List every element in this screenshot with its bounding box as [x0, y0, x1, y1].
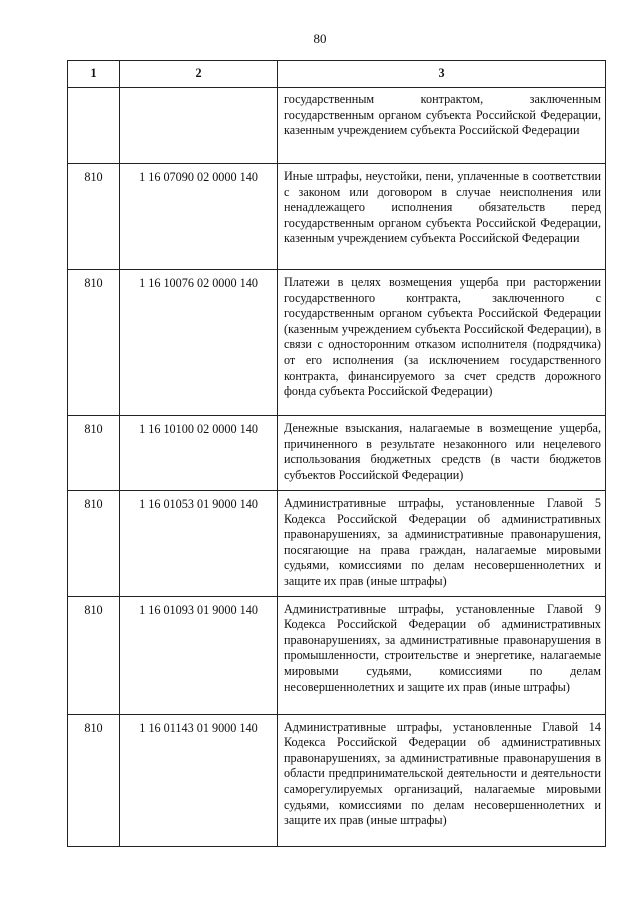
description-cell: Административные штрафы, установленные Главой 5 Кодекса Российской Федерации об административных правонарушениях, за административные правонарушения, посягающие на права граждан, налагаемые мировыми судьями, комиссиями по делам несовершеннолетних и защите их прав (иные штрафы)	[278, 491, 606, 597]
budget-code-cell: 1 16 01053 01 9000 140	[120, 491, 278, 597]
budget-code-table	[67, 60, 606, 847]
description-cell: Платежи в целях возмещения ущерба при расторжении государственного контракта, заключенного с государственным органом субъекта Российской Федерации (казенным учреждением субъекта Российской Федерации), в связи с односторонним отказом исполнителя (подрядчика) от его исполнения (за исключением государственного контракта, финансируемого за счет средств дорожного фонда субъекта Российской Федерации)	[278, 270, 606, 416]
budget-code-cell	[120, 88, 278, 164]
description-cell: государственным контрактом, заключенным государственным органом субъекта Российской Федерации, казенным учреждением субъекта Российской Федерации	[278, 88, 606, 164]
admin-code-cell: 810	[68, 491, 120, 597]
table-row	[68, 596, 606, 714]
table-row	[68, 714, 606, 846]
budget-code-cell: 1 16 01093 01 9000 140	[120, 596, 278, 714]
table-row	[68, 491, 606, 597]
page-number: 80	[313, 31, 327, 46]
description-cell: Денежные взыскания, налагаемые в возмещение ущерба, причиненного в результате незаконного или нецелевого использования бюджетных средств (в части бюджетов субъектов Российской Федерации)	[278, 416, 606, 491]
admin-code-cell	[68, 88, 120, 164]
budget-code-cell: 1 16 10100 02 0000 140	[120, 416, 278, 491]
admin-code-cell: 810	[68, 714, 120, 846]
admin-code-cell: 810	[68, 416, 120, 491]
admin-code-cell: 810	[68, 270, 120, 416]
column-header-3: 3	[278, 61, 606, 88]
budget-code-cell: 1 16 10076 02 0000 140	[120, 270, 278, 416]
description-cell: Административные штрафы, установленные Главой 14 Кодекса Российской Федерации об административных правонарушениях, за административные правонарушения в области предпринимательской деятельности и деятельности саморегулируемых организаций, налагаемые мировыми судьями, комиссиями по делам несовершеннолетних и защите их прав (иные штрафы)	[278, 714, 606, 846]
column-header-1: 1	[68, 61, 120, 88]
table-row	[68, 416, 606, 491]
budget-code-cell: 1 16 07090 02 0000 140	[120, 164, 278, 270]
table-row	[68, 88, 606, 164]
column-header-2: 2	[120, 61, 278, 88]
budget-code-cell: 1 16 01143 01 9000 140	[120, 714, 278, 846]
description-cell: Иные штрафы, неустойки, пени, уплаченные в соответствии с законом или договором в случае неисполнения или ненадлежащего исполнения обязательств перед государственным органом субъекта Российской Федерации, казенным учреждением субъекта Российской Федерации	[278, 164, 606, 270]
table-header-row	[68, 61, 606, 88]
admin-code-cell: 810	[68, 596, 120, 714]
table-row	[68, 270, 606, 416]
admin-code-cell: 810	[68, 164, 120, 270]
table-row	[68, 164, 606, 270]
description-cell: Административные штрафы, установленные Главой 9 Кодекса Российской Федерации об административных правонарушениях, за административные правонарушения в промышленности, строительстве и энергетике, налагаемые мировыми судьями, комиссиями по делам несовершеннолетних и защите их прав (иные штрафы)	[278, 596, 606, 714]
